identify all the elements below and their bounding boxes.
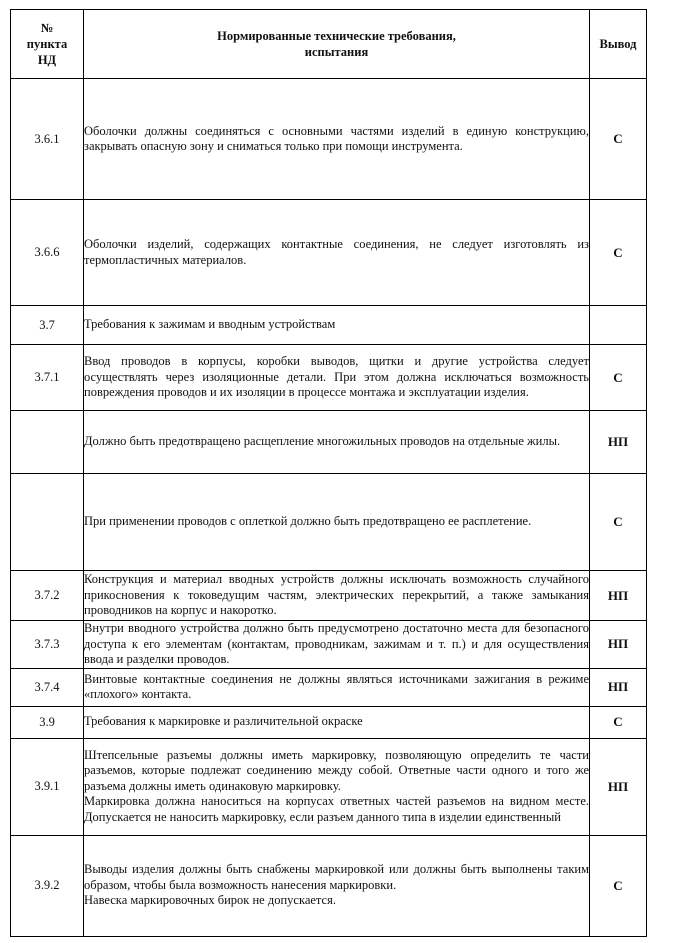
table-row (11, 345, 647, 411)
requirements-table (10, 9, 647, 937)
row-num (11, 474, 84, 571)
header-num-line: пункта (26, 37, 68, 51)
row-result: С (590, 200, 647, 306)
row-text (84, 835, 590, 936)
header-num (11, 10, 84, 79)
row-result: НП (590, 411, 647, 474)
table-row (11, 668, 647, 706)
table-row (11, 738, 647, 835)
section-title: Требования к зажимам и вводным устройствам (84, 306, 590, 345)
table-row (11, 79, 647, 200)
header-num-line: НД (37, 53, 57, 67)
section-row (11, 706, 647, 738)
row-text: Оболочки изделий, содержащих контактные соединения, не следует изготовлять из термопластичных материалов. (84, 200, 590, 306)
section-title: Требования к маркировке и различительной окраске (84, 706, 590, 738)
row-result: С (590, 706, 647, 738)
table-row (11, 621, 647, 669)
row-num: 3.9 (11, 706, 84, 738)
row-text: Должно быть предотвращено расщепление многожильных проводов на отдельные жилы. (84, 411, 590, 474)
row-num: 3.7 (11, 306, 84, 345)
row-text (84, 738, 590, 835)
header-num-line: № (40, 21, 54, 35)
header-result: Вывод (590, 10, 647, 79)
row-result (590, 306, 647, 345)
row-num (11, 411, 84, 474)
row-num: 3.6.6 (11, 200, 84, 306)
row-result: С (590, 345, 647, 411)
row-result: С (590, 835, 647, 936)
section-row (11, 306, 647, 345)
row-num: 3.9.1 (11, 738, 84, 835)
header-requirements (84, 10, 590, 79)
row-text: Ввод проводов в корпусы, коробки выводов, щитки и другие устройства следует осуществлять через изоляционные детали. При этом должна исключаться возможность повреждения проводов и их изоляции в процессе монтажа и эксплуатации изделия. (84, 345, 590, 411)
table-row (11, 200, 647, 306)
header-row (11, 10, 647, 79)
row-num: 3.7.3 (11, 621, 84, 669)
row-text-paragraph: Штепсельные разъемы должны иметь маркировку, позволяющую определить те части разъемов, которые подлежат соединению между собой. Ответные части одного и того же разъема должны иметь одинаковую маркировку. (84, 747, 589, 793)
table-row (11, 411, 647, 474)
row-text: Оболочки должны соединяться с основными частями изделий в единую конструкцию, закрывать опасную зону и сниматься только при помощи инструмента. (84, 79, 590, 200)
row-result: С (590, 474, 647, 571)
row-text: При применении проводов с оплеткой должно быть предотвращено ее расплетение. (84, 474, 590, 571)
row-text-paragraph: Маркировка должна наноситься на корпусах ответных частей разъемов на видном месте. Допускается не наносить маркировку, если разъем данного типа в изделии единственный (84, 794, 589, 824)
row-text: Конструкция и материал вводных устройств должны исключать возможность случайного прикосновения к токоведущим частям, электрических перекрытий, а также замыкания проводников на корпус и накоротко. (84, 571, 590, 621)
row-text: Внутри вводного устройства должно быть предусмотрено достаточно места для безопасного доступа к его элементам (контактам, проводникам, зажимам и т. п.) и для осуществления ввода и разделки проводов. (84, 621, 589, 666)
row-num: 3.7.2 (11, 571, 84, 621)
row-num: 3.7.1 (11, 345, 84, 411)
row-num: 3.7.4 (11, 668, 84, 706)
row-text: Винтовые контактные соединения не должны являться источниками зажигания в режиме «плохого» контакта. (84, 668, 590, 706)
header-req-line: испытания (304, 45, 369, 59)
row-num: 3.9.2 (11, 835, 84, 936)
table-row (11, 474, 647, 571)
row-num: 3.6.1 (11, 79, 84, 200)
row-result: НП (590, 738, 647, 835)
row-result: НП (590, 621, 647, 669)
table-row (11, 835, 647, 936)
row-text-paragraph: Выводы изделия должны быть снабжены маркировкой или должны быть выполнены таким образом, чтобы была возможность нанесения маркировки. (84, 862, 589, 892)
table-row (11, 571, 647, 621)
header-req-line: Нормированные технические требования, (217, 29, 456, 43)
row-text-paragraph: Навеска маркировочных бирок не допускается. (84, 893, 336, 908)
row-result: НП (590, 571, 647, 621)
row-result: НП (590, 668, 647, 706)
row-result: С (590, 79, 647, 200)
